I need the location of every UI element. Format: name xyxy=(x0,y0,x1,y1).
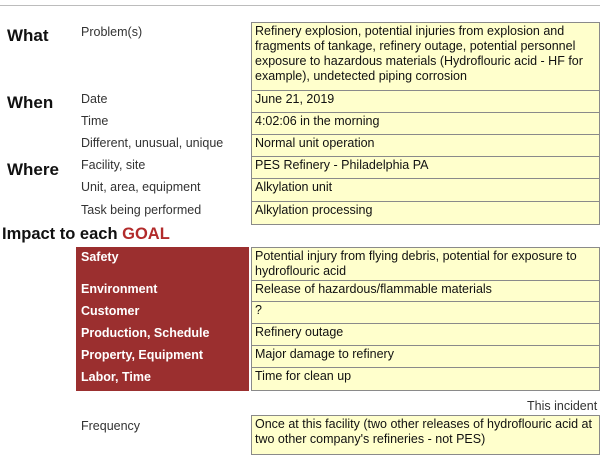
impact-title-prefix: Impact to each xyxy=(2,225,118,243)
goal-label-safety: Safety xyxy=(81,250,119,264)
field-task[interactable]: Alkylation processing xyxy=(251,201,600,225)
field-date[interactable]: June 21, 2019 xyxy=(251,90,600,113)
goal-label-environment: Environment xyxy=(81,282,158,296)
label-date: Date xyxy=(81,92,108,106)
impact-title-goal: GOAL xyxy=(122,225,170,243)
goal-value-safety[interactable]: Potential injury from flying debris, potential for exposure to hydroflouric acid xyxy=(251,247,600,281)
goal-value-property[interactable]: Major damage to refinery xyxy=(251,345,600,368)
field-time[interactable]: 4:02:06 in the morning xyxy=(251,112,600,135)
goal-label-production: Production, Schedule xyxy=(81,326,210,340)
field-unit[interactable]: Alkylation unit xyxy=(251,178,600,202)
goal-label-property: Property, Equipment xyxy=(81,348,204,362)
label-unit: Unit, area, equipment xyxy=(81,180,201,194)
label-facility: Facility, site xyxy=(81,158,146,172)
field-facility[interactable]: PES Refinery - Philadelphia PA xyxy=(251,156,600,179)
label-different: Different, unusual, unique xyxy=(81,136,224,150)
section-when: When xyxy=(7,93,54,112)
label-task: Task being performed xyxy=(81,203,202,217)
goal-value-environment[interactable]: Release of hazardous/flammable materials xyxy=(251,280,600,302)
label-problems: Problem(s) xyxy=(81,25,143,39)
field-problems[interactable]: Refinery explosion, potential injuries from explosion and fragments of tankage, refinery outage, potential personnel exposure to hazardous materials (Hydroflouric acid - HF for example), undetected piping corrosion xyxy=(251,22,600,91)
field-frequency[interactable]: Once at this facility (two other releases of hydroflouric acid at two other company's refineries - not PES) xyxy=(251,415,600,455)
label-time: Time xyxy=(81,114,109,128)
section-what: What xyxy=(7,26,49,45)
label-frequency: Frequency xyxy=(81,419,141,433)
goal-label-labor: Labor, Time xyxy=(81,370,151,384)
section-where: Where xyxy=(7,160,59,179)
impact-title xyxy=(2,225,170,244)
goal-label-customer: Customer xyxy=(81,304,140,318)
goal-value-production[interactable]: Refinery outage xyxy=(251,323,600,346)
goal-value-labor[interactable]: Time for clean up xyxy=(251,367,600,391)
incident-note: This incident xyxy=(527,399,598,413)
goal-value-customer[interactable]: ? xyxy=(251,301,600,324)
top-divider xyxy=(0,5,600,6)
field-different[interactable]: Normal unit operation xyxy=(251,134,600,157)
